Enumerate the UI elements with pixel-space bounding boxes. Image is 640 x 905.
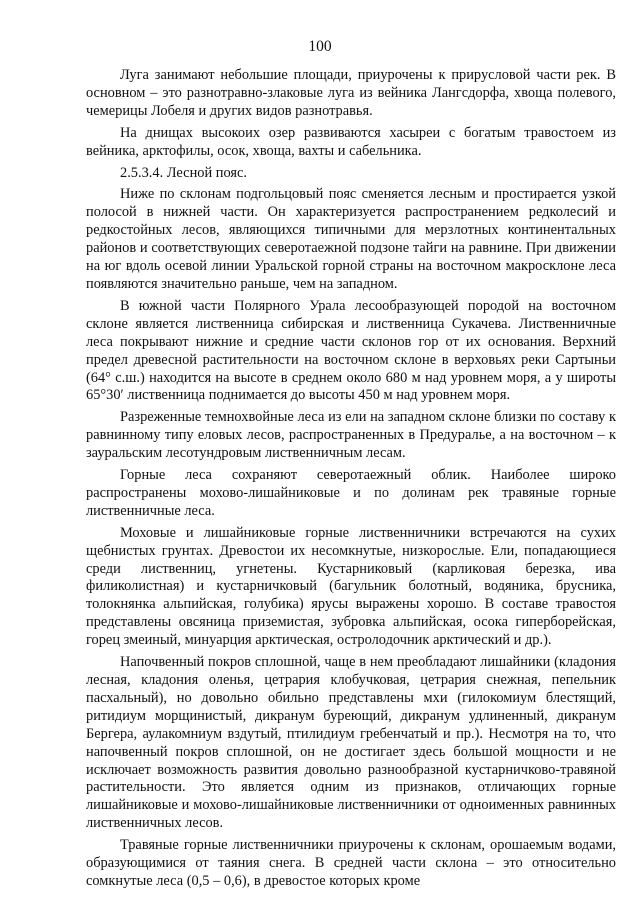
paragraph-lake-bottoms: На днищах высокоих озер развиваются хасыреи с богатым травостоем из вейника, арктофилы, осок, хвоща, вахты и сабельника. — [86, 124, 616, 159]
paragraph-forest-belt: Ниже по склонам подгольцовый пояс сменяется лесным и простирается узкой полосой в нижней части. Он характеризуется распространением редколесий и редкостойных лесов, являющихся типичными для мерзлотных континентальных районов и соответствующих северотаежной подзоне тайги на равнине. При движении на юг вдоль осевой линии Уральской горной страны на восточном макросклоне леса появляются значительно раньше, чем на западном. — [86, 186, 616, 292]
section-heading: 2.5.3.4. Лесной пояс. — [120, 164, 247, 181]
body-text — [86, 67, 616, 891]
paragraph-moss-lichen-larch: Моховые и лишайниковые горные лиственничники встречаются на сухих щебнистых грунтах. Древостои их несомкнутые, низкорослые. Ели, попадающиеся среди лиственниц, угнетены. Кустарниковый (карликовая березка, ива филиколистная) и кустарничковый (багульник болотный, водяника, брусника, толокнянка альпийская, голубика) ярусы выражены хорошо. В составе травостоя представлены овсяница приземистая, зубровка альпийская, осока гиперборейская, горец змеиный, минуарция арктическая, остролодочник арктический и др.). — [86, 524, 616, 649]
paragraph-meadows: Луга занимают небольшие площади, приурочены к прирусловой части рек. В основном – это разнотравно-злаковые луга из вейника Лангсдорфа, хвоща полевого, чемерицы Лобеля и других видов разнотравья. — [86, 67, 616, 119]
paragraph-herbaceous-larch: Травяные горные лиственничники приурочены к склонам, орошаемым водами, образующимися от таяния снега. В средней части склона – это относительно сомкнутые леса (0,5 – 0,6), в древостое которых кроме — [86, 837, 616, 889]
paragraph-ground-cover: Напочвенный покров сплошной, чаще в нем преобладают лишайники (кладония лесная, кладония оленья, цетрария клобучковая, цетрария снежная, пепельник пасхальный), но довольно обильно представлены мхи (гилокомиум блестящий, ритидиум морщинистый, дикранум буреющий, дикранум удлиненный, дикранум Бергера, аулакомниум вздутый, птилидиум гребенчатый и пр.). Несмотря на то, что напочвенный покров сплошной, он не достигает здесь большой мощности и не исключает возможность развития довольно разнообразной кустарничково-травяной растительности. Это является одним из признаков, отличающих горные лишайниковые и мохово-лишайниковые лиственничники от одноименных равнинных лиственничных лесов. — [86, 654, 616, 832]
page-number: 100 — [308, 38, 332, 55]
paragraph-mountain-forests: Горные леса сохраняют северотаежный облик. Наиболее широко распространены мохово-лишайниковые и по долинам рек травяные горные лиственничные леса. — [86, 467, 616, 519]
paragraph-southern-polar-urals: В южной части Полярного Урала лесообразующей породой на восточном склоне является лиственница сибирская и лиственница Сукачева. Лиственничные леса покрывают нижние и средние части склонов гор от их основания. Верхний предел древесной растительности на восточном склоне в верховьях реки Сартыньи (64° с.ш.) находится на высоте в среднем около 680 м над уровнем моря, а у широты 65°30′ лиственница поднимается до высоты 450 м над уровнем моря. — [86, 297, 616, 404]
paragraph-dark-conifer-forests: Разреженные темнохвойные леса из ели на западном склоне близки по составу к равнинному типу еловых лесов, распространенных в Предуралье, а на восточном – к зауральским лесотундровым лиственничным лесам. — [86, 409, 616, 462]
